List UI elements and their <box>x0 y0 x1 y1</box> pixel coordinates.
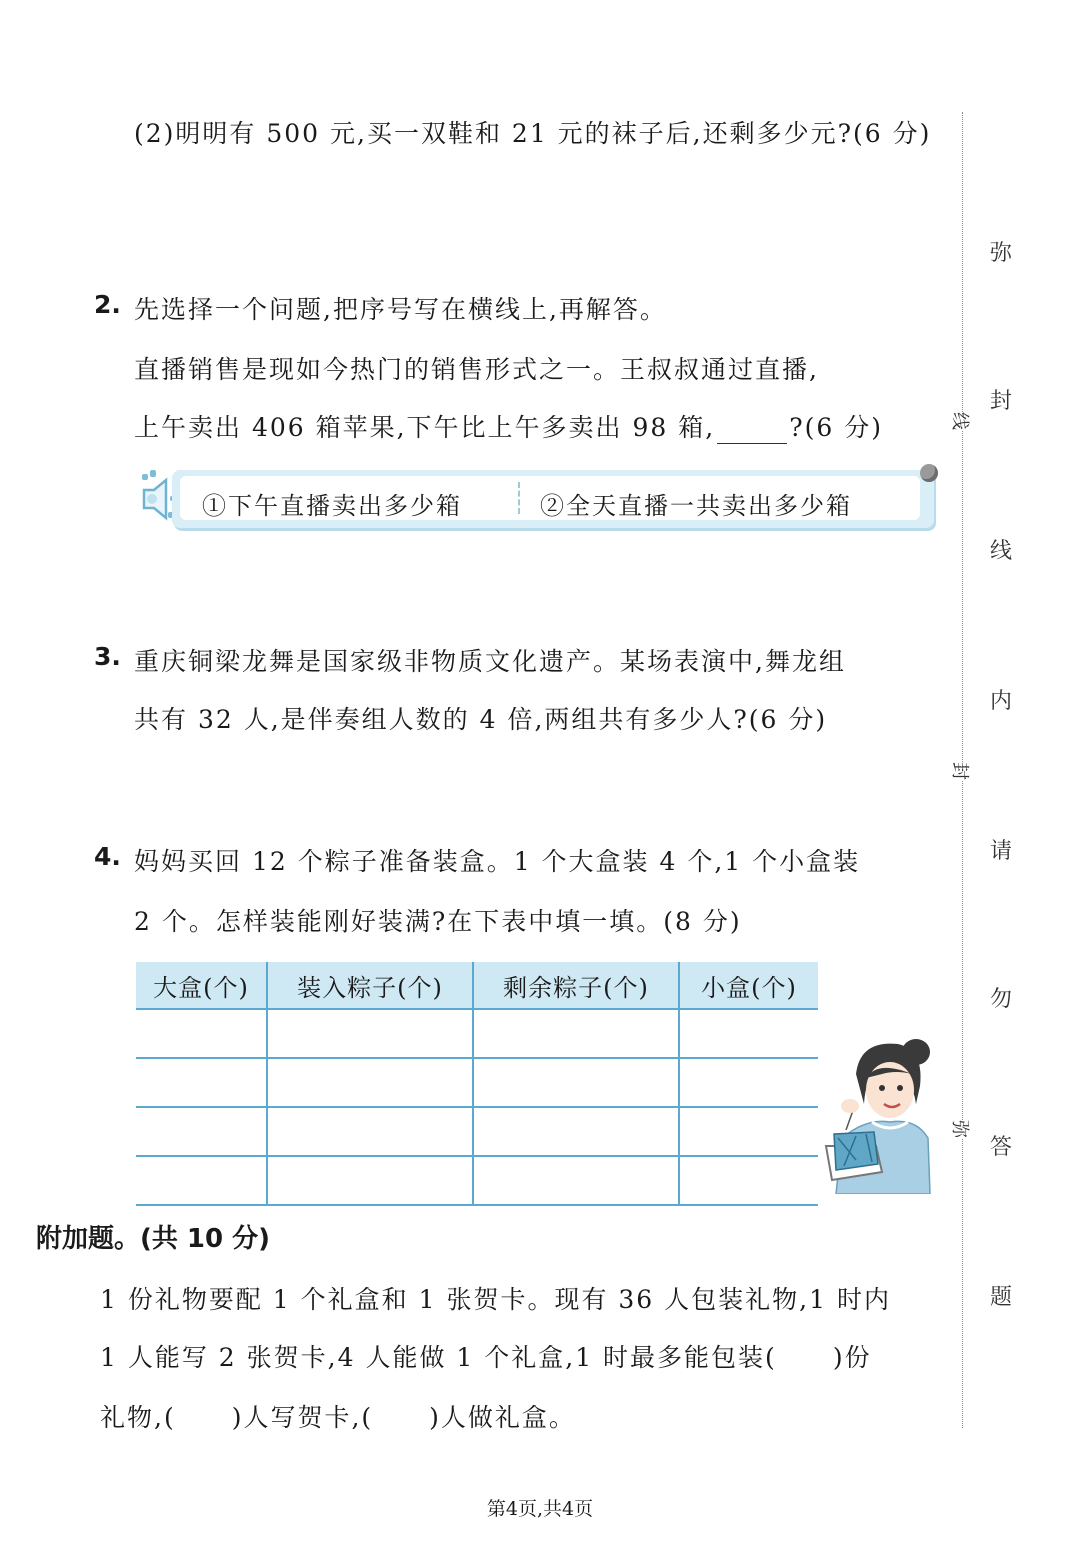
table-cell[interactable] <box>267 1156 473 1205</box>
margin-char: 线 <box>990 539 1013 564</box>
q4-line2: 2 个。怎样装能刚好装满?在下表中填一填。(8 分) <box>134 907 742 936</box>
q2-line2: 直播销售是现如今热门的销售形式之一。王叔叔通过直播, <box>134 355 819 384</box>
bonus-line2-b: )份 <box>832 1343 872 1372</box>
q2-line3-before: 上午卖出 406 箱苹果,下午比上午多卖出 98 箱, <box>134 413 716 442</box>
options-banner <box>172 470 934 528</box>
page-number: 第4页,共4页 <box>486 1498 594 1520</box>
table-cell[interactable] <box>136 1058 267 1107</box>
margin-char: 题 <box>990 1285 1013 1310</box>
table-cell[interactable] <box>267 1058 473 1107</box>
table-cell[interactable] <box>136 1156 267 1205</box>
table-row <box>136 1058 818 1107</box>
pin-icon <box>920 464 938 482</box>
table-cell[interactable] <box>679 1009 818 1058</box>
q2-number: 2. <box>94 290 121 319</box>
bonus-line1: 1 份礼物要配 1 个礼盒和 1 张贺卡。现有 36 人包装礼物,1 时内 <box>100 1285 891 1314</box>
table-header-row <box>136 962 818 1009</box>
table-cell[interactable] <box>267 1107 473 1156</box>
options-panel <box>180 476 920 520</box>
cut-mark-xian: 线 <box>948 412 974 430</box>
cut-mark-mi: 弥 <box>948 1120 974 1138</box>
table-header: 剩余粽子(个) <box>473 962 679 1009</box>
table-cell[interactable] <box>473 1156 679 1205</box>
table-row <box>136 1156 818 1205</box>
bonus-line3-b: )人写贺卡,( <box>231 1403 374 1432</box>
bonus-line3-a: 礼物,( <box>100 1403 176 1432</box>
table-cell[interactable] <box>679 1156 818 1205</box>
table-cell[interactable] <box>473 1058 679 1107</box>
table-cell[interactable] <box>473 1009 679 1058</box>
table-cell[interactable] <box>679 1107 818 1156</box>
options-divider <box>518 482 520 514</box>
option-2: ②全天直播一共卖出多少箱 <box>540 492 852 520</box>
bonus-line2-a: 1 人能写 2 张贺卡,4 人能做 1 个礼盒,1 时最多能包装( <box>100 1343 777 1372</box>
q4-number: 4. <box>94 842 121 871</box>
margin-char: 内 <box>990 689 1013 714</box>
table-header: 小盒(个) <box>679 962 818 1009</box>
bonus-line3 <box>100 1398 576 1434</box>
margin-char: 弥 <box>990 241 1013 266</box>
bonus-line2 <box>100 1338 872 1374</box>
mother-illustration <box>816 1034 932 1194</box>
margin-char: 请 <box>990 839 1013 864</box>
q2-line1: 先选择一个问题,把序号写在横线上,再解答。 <box>134 295 667 324</box>
packing-table <box>136 962 818 1206</box>
bonus-title: 附加题。(共 10 分) <box>36 1224 271 1254</box>
q3-line2: 共有 32 人,是伴奏组人数的 4 倍,两组共有多少人?(6 分) <box>134 705 828 734</box>
table-header: 装入粽子(个) <box>267 962 473 1009</box>
table-cell[interactable] <box>136 1009 267 1058</box>
option-1: ①下午直播卖出多少箱 <box>202 492 462 520</box>
table-cell[interactable] <box>136 1107 267 1156</box>
table-row <box>136 1107 818 1156</box>
table-row <box>136 1009 818 1058</box>
margin-char: 勿 <box>990 987 1013 1012</box>
q4-line1: 妈妈买回 12 个粽子准备装盒。1 个大盒装 4 个,1 个小盒装 <box>134 847 861 876</box>
table-cell[interactable] <box>473 1107 679 1156</box>
margin-char: 答 <box>990 1135 1013 1160</box>
q3-line1: 重庆铜梁龙舞是国家级非物质文化遗产。某场表演中,舞龙组 <box>134 647 846 676</box>
bonus-line3-c: )人做礼盒。 <box>429 1403 576 1432</box>
q3-number: 3. <box>94 642 121 671</box>
q2-line3 <box>134 408 883 444</box>
q1-sub2-text: (2)明明有 500 元,买一双鞋和 21 元的袜子后,还剩多少元?(6 分) <box>134 119 932 148</box>
table-header: 大盒(个) <box>136 962 267 1009</box>
q2-line3-after: ?(6 分) <box>789 413 883 442</box>
cut-mark-feng: 封 <box>948 762 974 780</box>
table-cell[interactable] <box>267 1009 473 1058</box>
table-cell[interactable] <box>679 1058 818 1107</box>
margin-char: 封 <box>990 389 1013 414</box>
q2-answer-blank[interactable] <box>717 417 787 444</box>
